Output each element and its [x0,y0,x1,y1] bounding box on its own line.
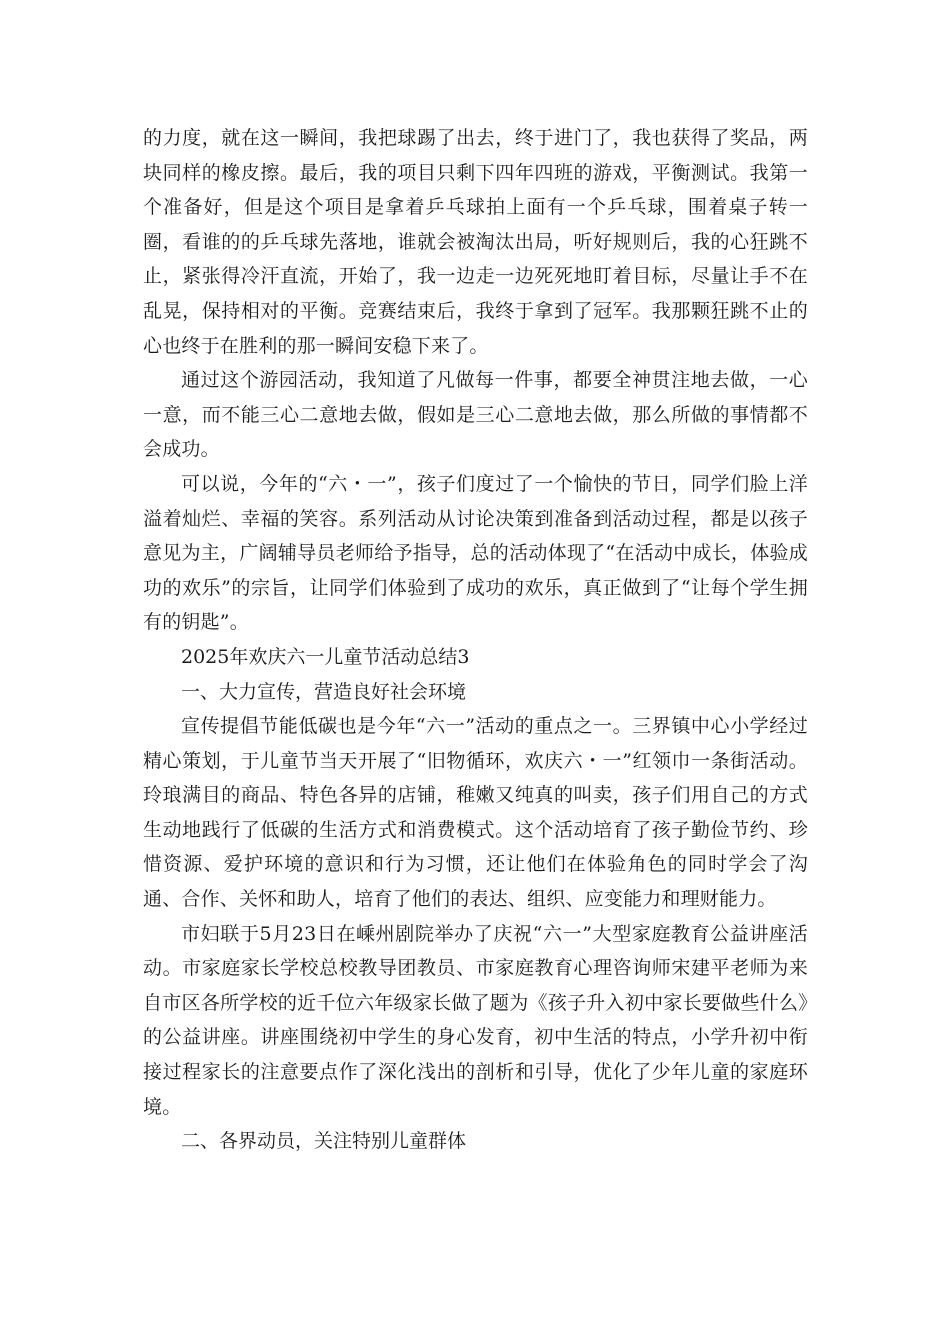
paragraph-lecture: 市妇联于5月23日在嵊州剧院举办了庆祝“六一”大型家庭教育公益讲座活动。市家庭家长学校总校教导团教员、市家庭教育心理咨询师宋建平老师为来自市区各所学校的近千位六年级家长做了题为《孩子升入初中家长要做些什么》的公益讲座。讲座围绕初中学生的身心发育，初中生活的特点，小学升初中衔接过程家长的注意要点作了深化浅出的剖析和引导，优化了少年儿童的家庭环境。 [143,922,808,1118]
section-title: 2025年欢庆六一儿童节活动总结3 [181,645,470,668]
paragraph-summary: 可以说，今年的“六・一”，孩子们度过了一个愉快的节日，同学们脸上洋溢着灿烂、幸福的笑容。系列活动从讨论决策到准备到活动过程，都是以孩子意见为主，广阔辅导员老师给予指导，总的活动体现了“在活动中成长，体验成功的欢乐”的宗旨，让同学们体验到了成功的欢乐，真正做到了“让每个学生拥有的钥匙”。 [143,472,808,634]
subheading-publicity: 一、大力宣传，营造良好社会环境 [181,680,467,703]
document-body [143,121,808,1159]
paragraph-continuation: 的力度，就在这一瞬间，我把球踢了出去，终于进门了，我也获得了奖品，两块同样的橡皮擦。最后，我的项目只剩下四年四班的游戏，平衡测试。我第一个准备好，但是这个项目是拿着乒乓球拍上面有一个乒乓球，围着桌子转一圈，看谁的的乒乓球先落地，谁就会被淘汰出局，听好规则后，我的心狂跳不止，紧张得冷汗直流，开始了，我一边走一边死死地盯着目标，尽量让手不在乱晃，保持相对的平衡。竞赛结束后，我终于拿到了冠军。我那颗狂跳不止的心也终于在胜利的那一瞬间安稳下来了。 [143,127,808,357]
paragraph-low-carbon: 宣传提倡节能低碳也是今年“六一”活动的重点之一。三界镇中心小学经过精心策划，于儿童节当天开展了“旧物循环，欢庆六・一”红领巾一条街活动。玲琅满目的商品、特色各异的店铺，稚嫩又纯真的叫卖，孩子们用自己的方式生动地践行了低碳的生活方式和消费模式。这个活动培育了孩子勤俭节约、珍惜资源、爱护环境的意识和行为习惯，还让他们在体验角色的同时学会了沟通、合作、关怀和助人，培育了他们的表达、组织、应变能力和理财能力。 [143,715,808,911]
paragraph-reflection: 通过这个游园活动，我知道了凡做每一件事，都要全神贯注地去做，一心一意，而不能三心二意地去做，假如是三心二意地去做，那么所做的事情都不会成功。 [143,369,808,461]
subheading-mobilization: 二、各界动员，关注特别儿童群体 [181,1130,467,1153]
